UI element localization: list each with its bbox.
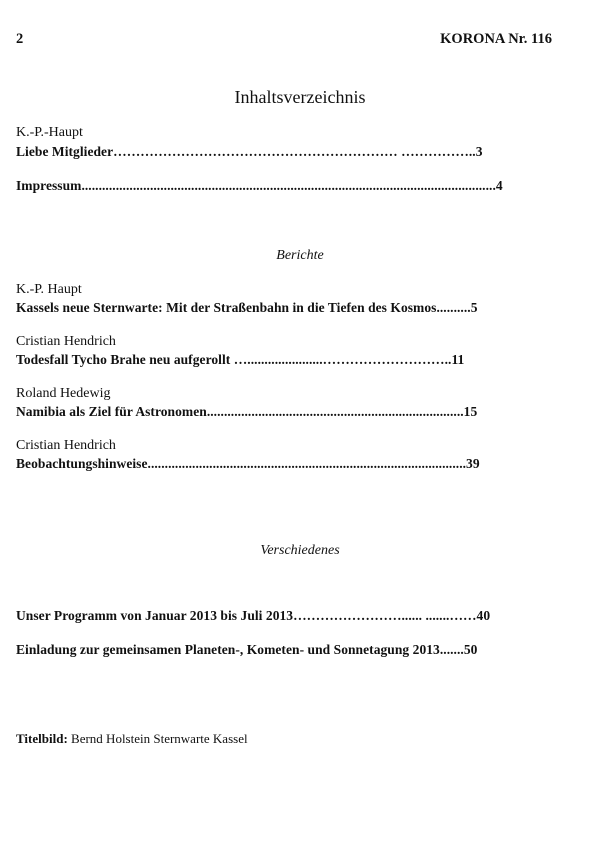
section-heading-verschiedenes: Verschiedenes (260, 543, 340, 558)
toc-entry-liebe-mitglieder: Liebe Mitglieder……………………………………………………… ……………..3 (16, 144, 483, 159)
toc-entry-beobachtungshinweise: Beobachtungshinweise.............................................................................................39 (16, 456, 480, 471)
cover-caption (16, 731, 248, 747)
toc-entry-kassels-sternwarte: Kassels neue Sternwarte: Mit der Straßenbahn in die Tiefen des Kosmos..........5 (16, 300, 478, 315)
cover-caption-label: Titelbild: (16, 731, 68, 746)
toc-author: Cristian Hendrich (16, 438, 116, 453)
toc-entry-tagung: Einladung zur gemeinsamen Planeten-, Kometen- und Sonnetagung 2013.......50 (16, 642, 478, 657)
toc-author: K.-P. Haupt (16, 282, 82, 297)
page-number: 2 (16, 31, 24, 47)
toc-author: Roland Hedewig (16, 386, 111, 401)
toc-title: Inhaltsverzeichnis (234, 87, 366, 107)
journal-title: KORONA Nr. 116 (440, 31, 552, 47)
toc-author: K.-P.-Haupt (16, 125, 83, 140)
cover-caption-text: Bernd Holstein Sternwarte Kassel (71, 731, 248, 746)
toc-entry-impressum: Impressum.........................................................................................................................4 (16, 178, 503, 193)
toc-entry-programm: Unser Programm von Januar 2013 bis Juli 2013……………………...... .......……40 (16, 608, 491, 623)
toc-author: Cristian Hendrich (16, 334, 116, 349)
toc-entry-tycho-brahe: Todesfall Tycho Brahe neu aufgerollt …......................………………………..11 (16, 352, 465, 367)
toc-entry-namibia: Namibia als Ziel für Astronomen...........................................................................15 (16, 404, 478, 419)
section-heading-berichte: Berichte (276, 248, 324, 263)
